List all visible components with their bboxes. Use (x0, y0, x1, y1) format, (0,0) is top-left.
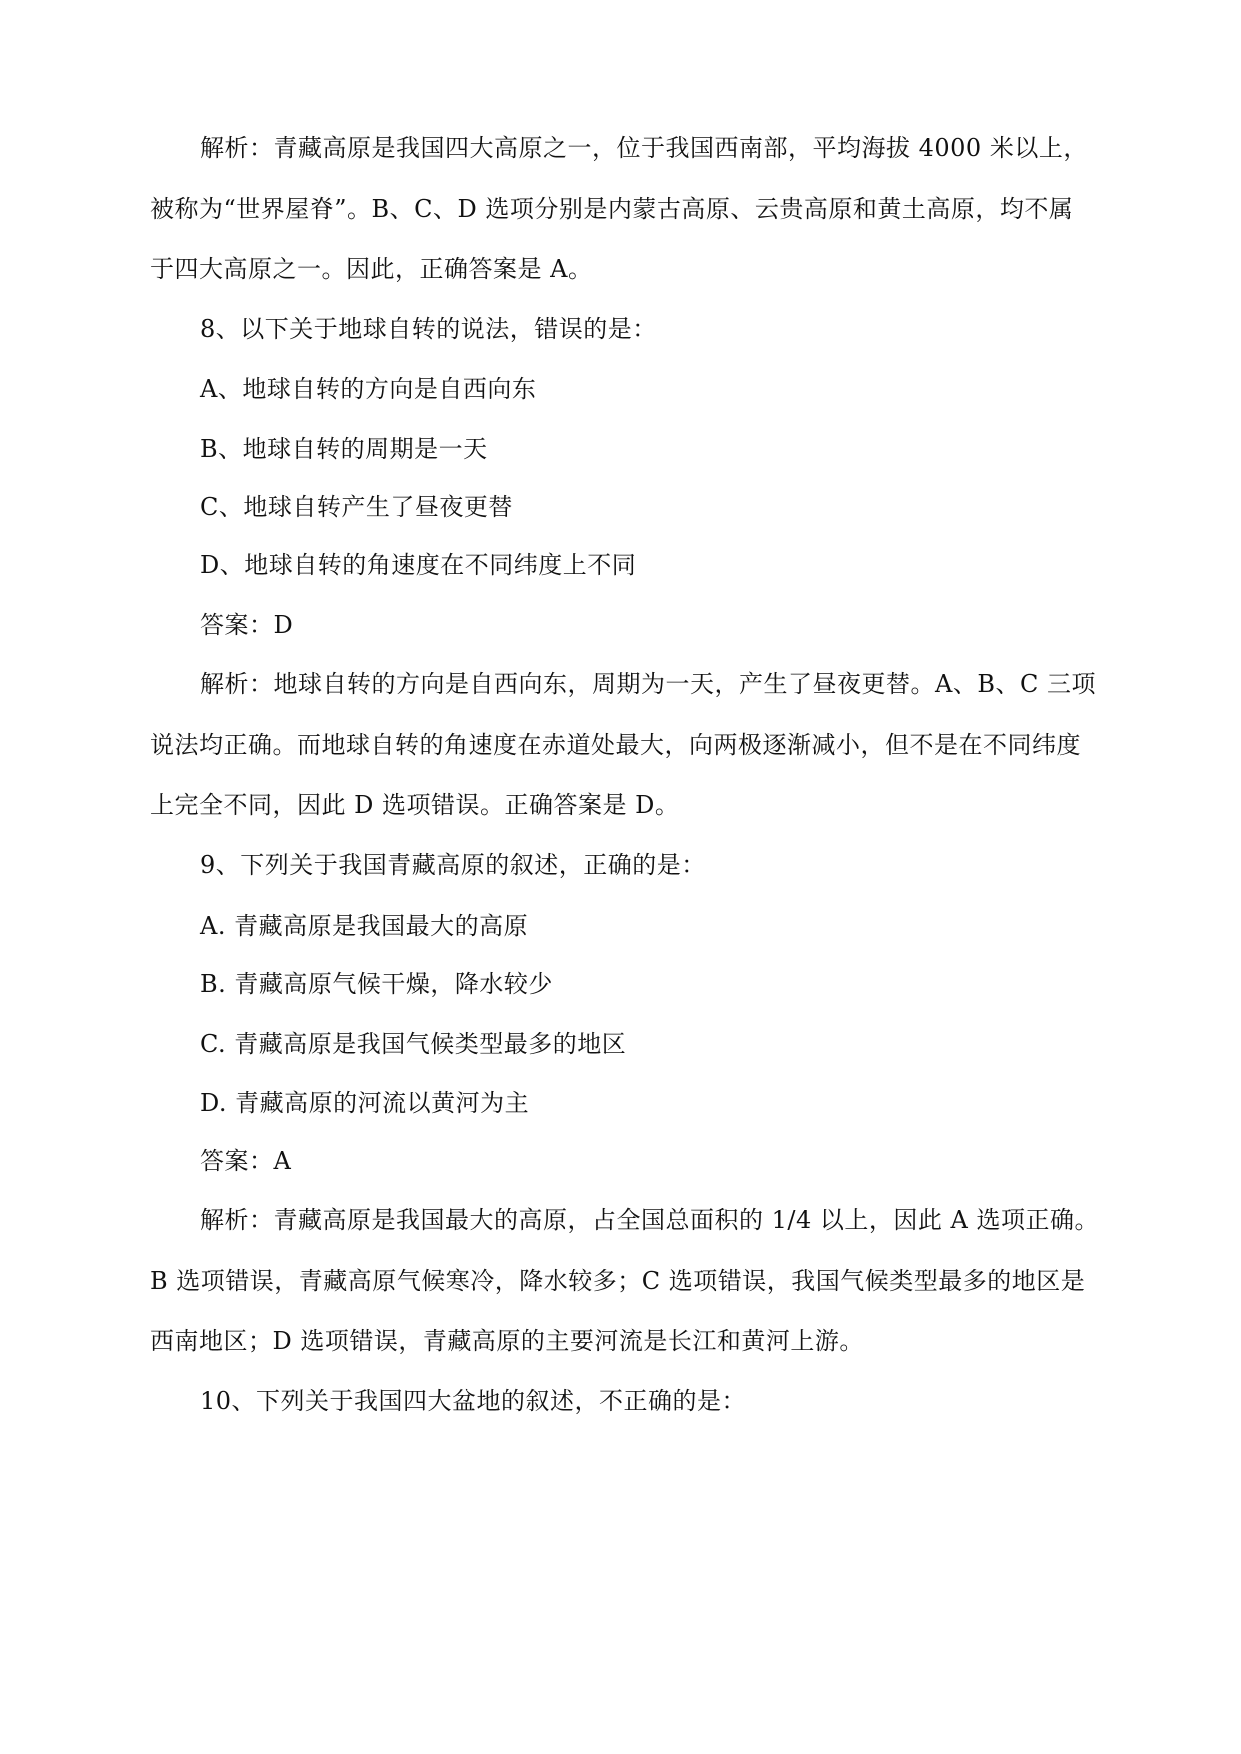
q8-analysis-line-3: 上完全不同，因此 D 选项错误。正确答案是 D。 (150, 791, 680, 819)
q9-option-c: C. 青藏高原是我国气候类型最多的地区 (200, 1030, 627, 1058)
q8-option-a: A、地球自转的方向是自西向东 (200, 375, 537, 403)
q7-analysis-line-1: 解析：青藏高原是我国四大高原之一，位于我国西南部，平均海拔 4000 米以上， (200, 134, 1088, 162)
q9-analysis-line-2: B 选项错误，青藏高原气候寒冷，降水较多；C 选项错误，我国气候类型最多的地区是 (150, 1267, 1086, 1295)
q9-option-b: B. 青藏高原气候干燥，降水较少 (200, 970, 553, 998)
q8-question: 8、以下关于地球自转的说法，错误的是： (200, 315, 657, 343)
q8-analysis-line-2: 说法均正确。而地球自转的角速度在赤道处最大，向两极逐渐减小，但不是在不同纬度 (150, 731, 1081, 759)
q9-option-d: D. 青藏高原的河流以黄河为主 (200, 1089, 530, 1117)
q9-question: 9、下列关于我国青藏高原的叙述，正确的是： (200, 851, 706, 879)
q9-analysis-line-1: 解析：青藏高原是我国最大的高原，占全国总面积的 1/4 以上，因此 A 选项正确。 (200, 1206, 1099, 1234)
q7-analysis-line-3: 于四大高原之一。因此，正确答案是 A。 (150, 255, 593, 283)
q9-answer: 答案：A (200, 1147, 292, 1175)
q8-option-d: D、地球自转的角速度在不同纬度上不同 (200, 551, 637, 579)
q8-analysis-line-1: 解析：地球自转的方向是自西向东，周期为一天，产生了昼夜更替。A、B、C 三项 (200, 670, 1096, 698)
q8-answer: 答案：D (200, 611, 294, 639)
q9-option-a: A. 青藏高原是我国最大的高原 (200, 912, 529, 940)
q8-option-c: C、地球自转产生了昼夜更替 (200, 493, 513, 521)
q9-analysis-line-3: 西南地区；D 选项错误，青藏高原的主要河流是长江和黄河上游。 (150, 1327, 864, 1355)
q10-question: 10、下列关于我国四大盆地的叙述，不正确的是： (200, 1387, 747, 1415)
q8-option-b: B、地球自转的周期是一天 (200, 435, 488, 463)
q7-analysis-line-2: 被称为“世界屋脊”。B、C、D 选项分别是内蒙古高原、云贵高原和黄土高原，均不属 (150, 195, 1074, 223)
